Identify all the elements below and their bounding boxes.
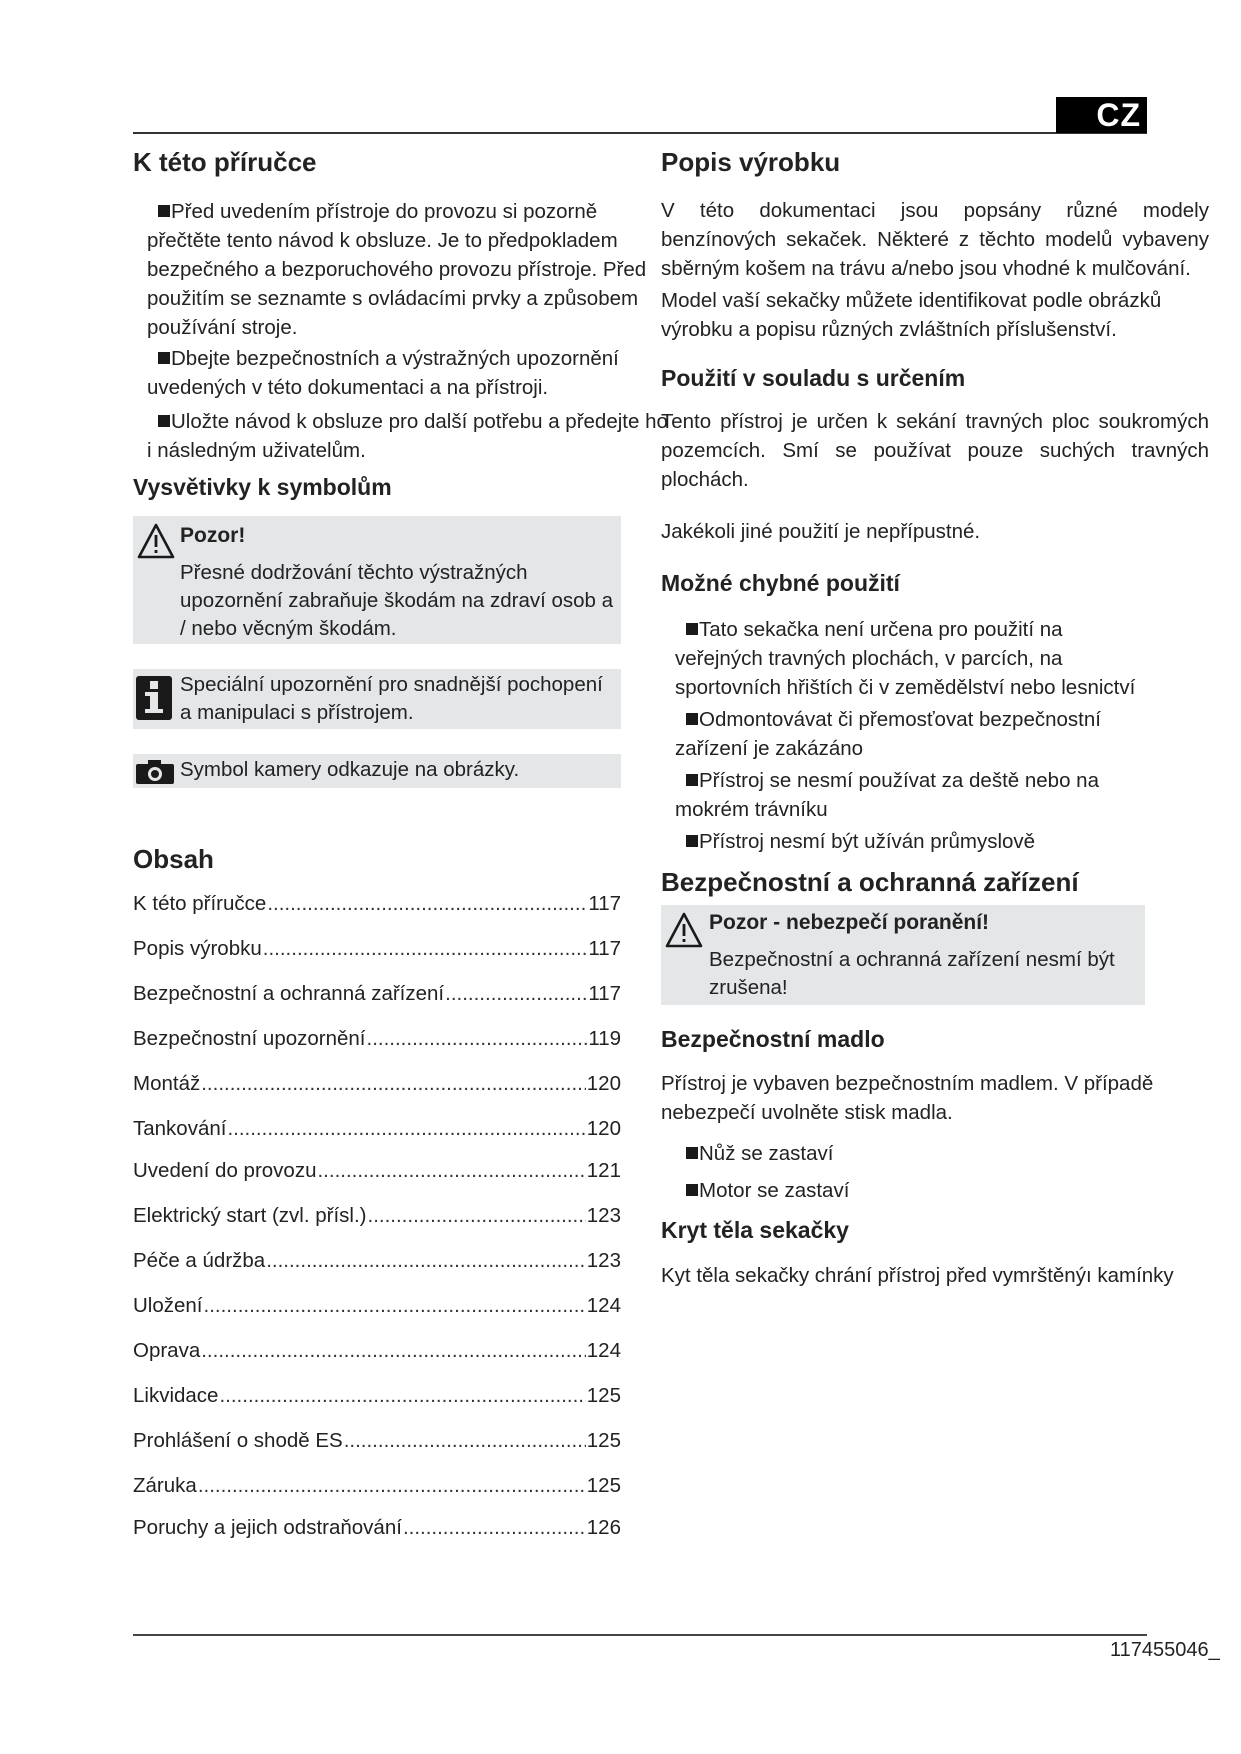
toc-entry[interactable]: Poruchy a jejich odstraňování ..... 126 <box>133 1513 621 1558</box>
toc-title: Obsah <box>133 844 214 875</box>
intended-use-paragraph: Tento přístroj je určen k sekání travných ploc soukromých pozemcích. Smí se používat pouze suchých travných plochách. <box>661 410 1209 492</box>
safety-handle-list <box>661 1139 1221 1205</box>
product-description-paragraph: V této dokumentaci jsou popsány různé modely benzínových sekaček. Některé z těchto modelů vybaveny sběrným košem na trávu a/nebo jsou vhodné k mulčování. <box>661 198 1209 280</box>
toc-entry[interactable]: Záruka ..... 125 <box>133 1471 621 1513</box>
warning-note <box>133 516 621 644</box>
bullet-square-icon <box>158 352 170 364</box>
section-title-product-description: Popis výrobku <box>661 147 841 177</box>
section-title-safety-handle: Bezpečnostní madlo <box>661 1025 885 1052</box>
language-badge: CZ <box>1056 97 1147 133</box>
list-item: Před uvedením přístroje do provozu si pozorně přečtěte tento návod k obsluze. Je to předpokladem bezpečného a bezporuchového provozu přístroje. Před použitím se seznamte s ovládacími prvky a způsobem používání stroje. <box>147 199 647 339</box>
list-item: Motor se zastaví <box>661 1176 1221 1205</box>
warning-triangle-icon <box>664 911 704 949</box>
camera-icon <box>135 759 175 785</box>
info-note <box>133 669 621 729</box>
table-of-contents <box>133 889 621 1558</box>
list-item: Odmontovávat či přemosťovat bezpečnostní zařízení je zakázáno <box>675 708 1101 761</box>
list-item: Dbejte bezpečnostních a výstražných upozornění uvedených v této dokumentaci a na přístroji. <box>147 346 619 399</box>
section-title-misuse: Možné chybné použití <box>661 570 900 597</box>
danger-text: Bezpečnostní a ochranná zařízení nesmí být zrušena! <box>709 947 1115 999</box>
section-title-safety-devices: Bezpečnostní a ochranná zařízení <box>661 867 1079 898</box>
other-use-paragraph: Jakékoli jiné použití je nepřípustné. <box>661 520 981 544</box>
right-column <box>661 146 1221 1290</box>
about-manual-list <box>133 197 673 465</box>
toc-entry[interactable]: Péče a údržba ..... 123 <box>133 1246 621 1291</box>
bullet-square-icon <box>158 205 170 217</box>
footer-rule <box>133 1634 1147 1636</box>
toc-entry[interactable]: Elektrický start (zvl. přísl.) ..... 123 <box>133 1201 621 1246</box>
toc-entry[interactable]: Bezpečnostní upozornění ..... 119 <box>133 1024 621 1069</box>
toc-entry[interactable]: Uvedení do provozu ..... 121 <box>133 1156 621 1201</box>
list-item: Nůž se zastaví <box>661 1139 1221 1168</box>
bullet-square-icon <box>158 415 170 427</box>
section-title-intended-use: Použití v souladu s určením <box>661 364 966 391</box>
bullet-square-icon <box>686 835 698 847</box>
warning-triangle-icon <box>136 522 176 560</box>
toc-entry[interactable]: Montáž ..... 120 <box>133 1069 621 1114</box>
toc-entry[interactable]: Prohlášení o shodě ES ..... 125 <box>133 1426 621 1471</box>
left-column <box>133 146 668 1558</box>
list-item: Uložte návod k obsluze pro další potřebu a předejte ho i následným uživatelům. <box>147 409 668 462</box>
bullet-square-icon <box>686 1147 698 1159</box>
warning-title: Pozor! <box>180 524 246 548</box>
bullet-square-icon <box>686 1184 698 1196</box>
misuse-list <box>661 615 1151 856</box>
list-item: Tato sekačka není určena pro použití na veřejných travných plochách, v parcích, na sportovních hřištích či v zemědělství nebo lesnictví <box>675 618 1136 700</box>
toc-entry[interactable]: Tankování ..... 120 <box>133 1114 621 1156</box>
toc-entry[interactable]: Uložení ..... 124 <box>133 1291 621 1336</box>
toc-entry[interactable]: K této příručce ..... 117 <box>133 889 621 934</box>
section-title-symbols: Vysvětivky k symbolům <box>133 473 392 500</box>
product-model-paragraph: Model vaší sekačky můžete identifikovat podle obrázků výrobku a popisu různých zvláštních příslušenství. <box>661 288 1162 341</box>
bullet-square-icon <box>686 623 698 635</box>
list-item: Přístroj se nesmí používat za deště nebo na mokrém trávníku <box>675 769 1099 822</box>
deck-cover-paragraph: Kyt těla sekačky chrání přístroj před vymrštěnýı kamínky <box>661 1263 1174 1287</box>
camera-note <box>133 754 621 788</box>
toc-entry[interactable]: Likvidace ..... 125 <box>133 1381 621 1426</box>
section-title-deck-cover: Kryt těla sekačky <box>661 1216 849 1243</box>
section-title-about-manual: K této příručce <box>133 147 317 177</box>
document-number: 117455046_ <box>1110 1639 1220 1661</box>
danger-note <box>661 905 1145 1005</box>
bullet-square-icon <box>686 713 698 725</box>
toc-entry[interactable]: Bezpečnostní a ochranná zařízení ..... 117 <box>133 979 621 1024</box>
camera-text: Symbol kamery odkazuje na obrázky. <box>180 758 520 782</box>
danger-title: Pozor - nebezpečí poranění! <box>709 910 990 934</box>
list-item: Přístroj nesmí být užíván průmyslově <box>661 827 1151 856</box>
header-rule <box>133 132 1147 134</box>
toc-entry[interactable]: Popis výrobku ..... 117 <box>133 934 621 979</box>
safety-handle-paragraph: Přístroj je vybaven bezpečnostním madlem. V případě nebezpečí uvolněte stisk madla. <box>661 1071 1154 1124</box>
toc-entry[interactable]: Oprava ..... 124 <box>133 1336 621 1381</box>
info-icon <box>135 675 173 721</box>
warning-text: Přesné dodržování těchto výstražných upozornění zabraňuje škodám na zdraví osob a / nebo věcným škodám. <box>180 561 614 641</box>
info-text: Speciální upozornění pro snadnější pochopení a manipulaci s přístrojem. <box>180 673 603 725</box>
bullet-square-icon <box>686 774 698 786</box>
